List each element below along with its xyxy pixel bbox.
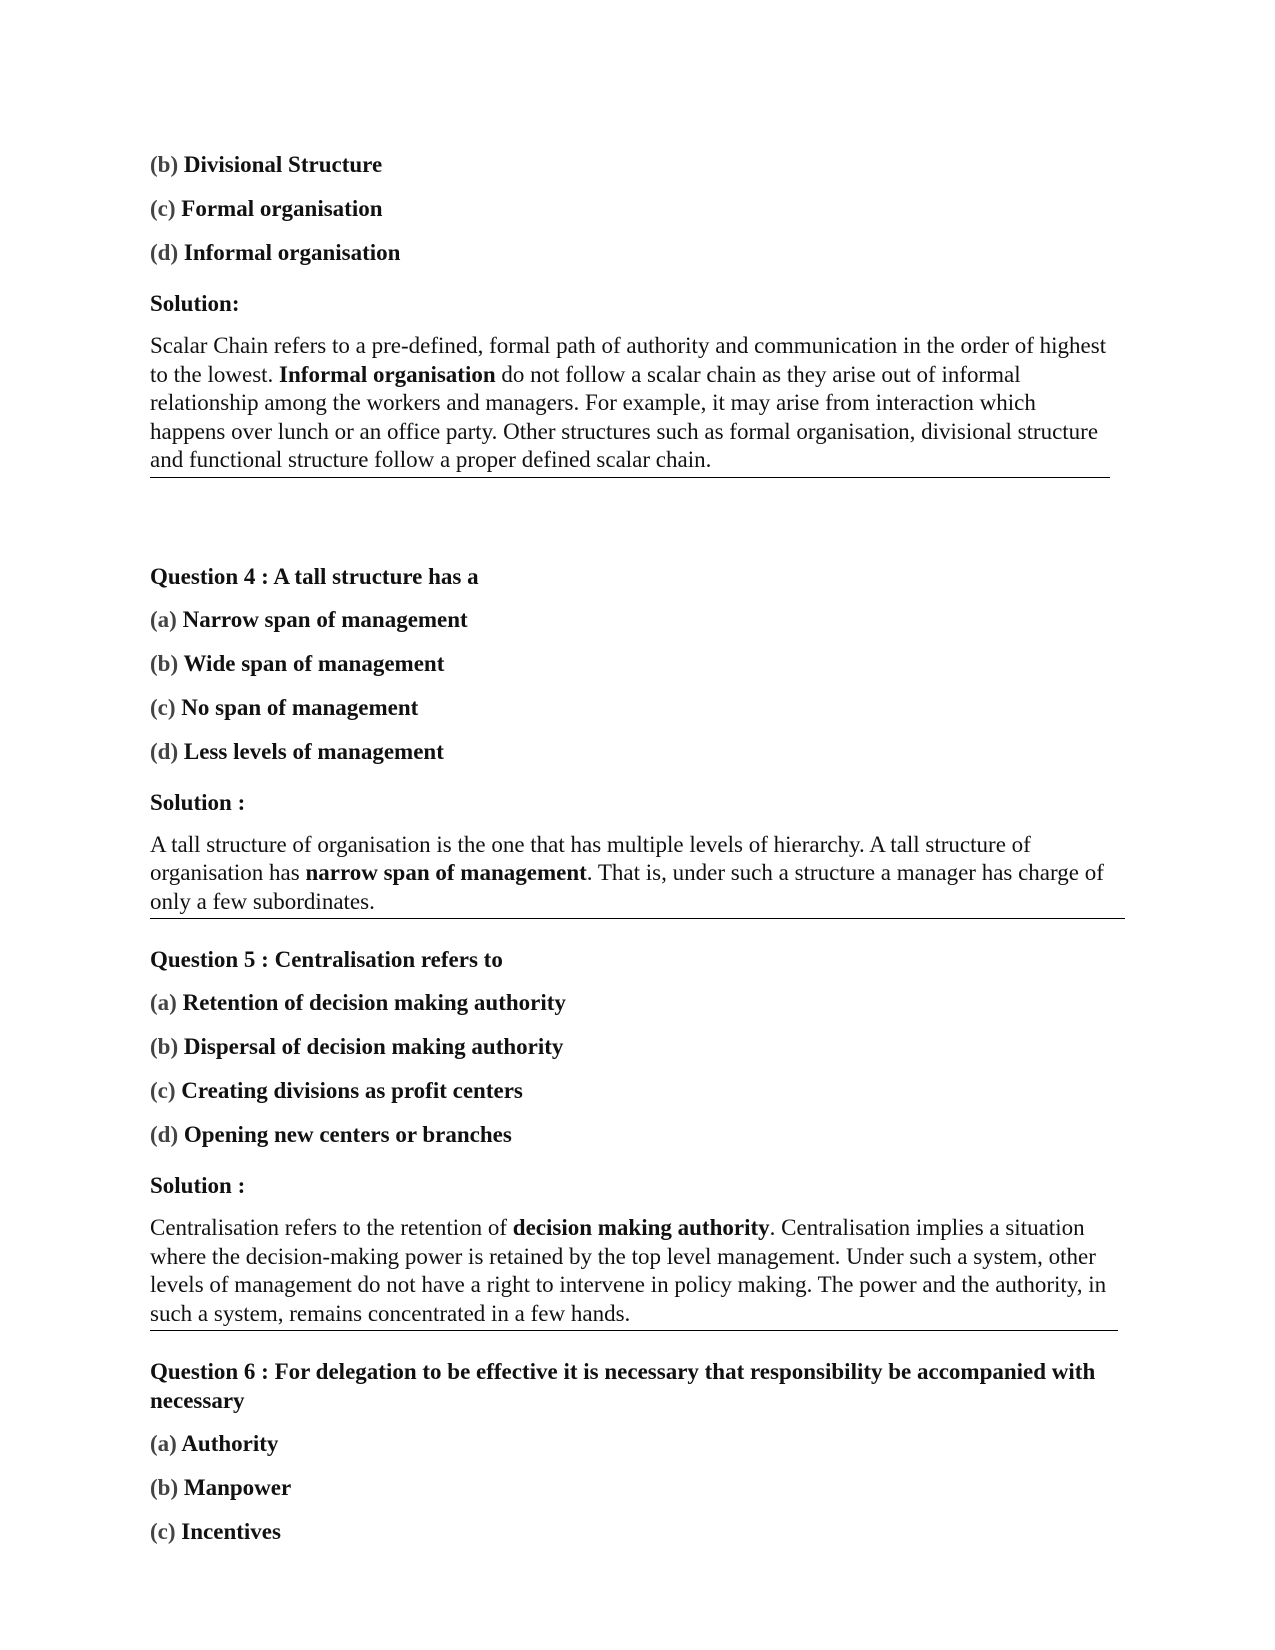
q3-solution-text: Scalar Chain refers to a pre-defined, formal path of authority and communication in the order of highest to the lowest. Informal organisation do not follow a scalar chain as they arise out of informal relationship among the workers and managers. For example, it may arise from interaction which happens over lunch or an office party. Other structures such as formal organisation, divisional structure and functional structure follow a proper defined scalar chain. [150, 332, 1110, 478]
q4-option-a: (a) Narrow span of management [150, 606, 468, 632]
document-page [150, 150, 1180, 1561]
q3-option-c: (c) Formal organisation [150, 196, 383, 221]
q5-solution-heading: Solution : [150, 1173, 246, 1198]
q5-solution-text: Centralisation refers to the retention of decision making authority. Centralisation implies a situation where the decision-making power is retained by the top level management. Under such a system, other levels of management do not have a right to intervene in policy making. The power and the authority, in such a system, remains concentrated in a few hands. [150, 1214, 1118, 1331]
q6-option-c: (c) Incentives [150, 1519, 281, 1544]
q5-option-d: (d) Opening new centers or branches [150, 1122, 512, 1147]
q6-option-a: (a) Authority [150, 1431, 279, 1456]
q5-option-c: (c) Creating divisions as profit centers [150, 1078, 523, 1103]
q4-option-b: (b) Wide span of management [150, 650, 445, 676]
q6-question: Question 6 : For delegation to be effective it is necessary that responsibility be accompanied with necessary [150, 1359, 1096, 1413]
q4-question: Question 4 : A tall structure has a [150, 563, 479, 589]
q4-solution-heading: Solution : [150, 789, 246, 815]
q5-option-b: (b) Dispersal of decision making authority [150, 1034, 564, 1059]
q6-option-b: (b) Manpower [150, 1475, 292, 1500]
q4-option-d: (d) Less levels of management [150, 738, 444, 764]
q3-option-d: (d) Informal organisation [150, 240, 401, 265]
q3-option-b: (b) Divisional Structure [150, 152, 383, 177]
q4-option-c: (c) No span of management [150, 694, 419, 720]
q5-question: Question 5 : Centralisation refers to [150, 947, 503, 972]
q3-solution-heading: Solution: [150, 291, 240, 316]
q5-option-a: (a) Retention of decision making authority [150, 990, 566, 1015]
q4-solution-text: A tall structure of organisation is the one that has multiple levels of hierarchy. A tall structure of organisation has narrow span of management. That is, under such a structure a manager has charge of only a few subordinates. [150, 831, 1125, 920]
